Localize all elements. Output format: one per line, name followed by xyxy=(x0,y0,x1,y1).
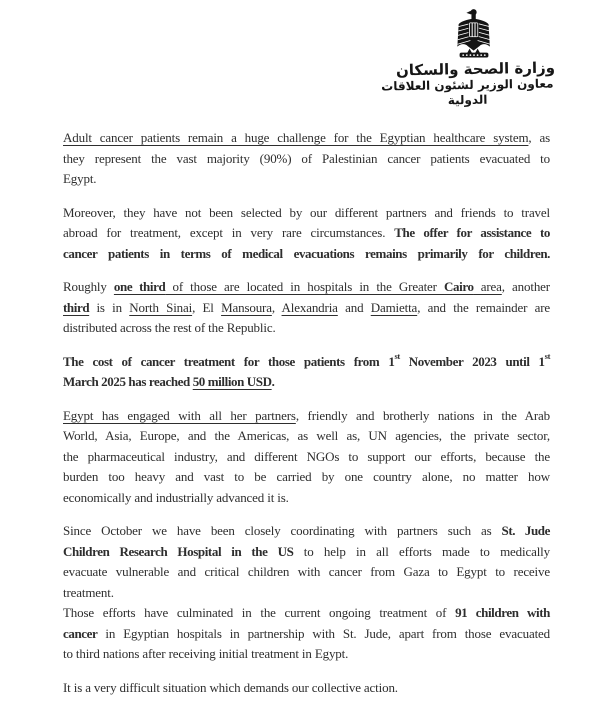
text-segment: Adult cancer patients remain a huge challenge for the Egyptian healthcare system xyxy=(63,130,529,145)
text-segment: in Egyptian hospitals in partnership with St. Jude, apart from those evacuated xyxy=(97,625,550,641)
text-segment: Cairo xyxy=(444,279,474,294)
text-line xyxy=(63,521,550,542)
text-line xyxy=(63,298,550,319)
text-segment: st xyxy=(544,351,550,362)
text-segment: burden too heavy and vast to be carried by one country alone, no matter how xyxy=(63,469,550,484)
text-segment: area xyxy=(473,279,502,294)
text-segment: Mansoura xyxy=(221,299,272,315)
text-line xyxy=(63,277,550,298)
text-line xyxy=(63,223,550,244)
para-closing-statement xyxy=(63,678,550,699)
text-segment: evacuate vulnerable and critical children with cancer from Gaza to Egypt to receive xyxy=(63,564,550,579)
text-line xyxy=(63,406,550,427)
text-line xyxy=(63,352,550,373)
text-line xyxy=(63,644,550,665)
text-segment: 91 children with xyxy=(455,605,550,620)
text-segment: , El xyxy=(192,299,222,315)
text-segment: they represent the vast majority (90%) of Palestinian cancer patients evacuated to xyxy=(63,150,550,166)
office-name-arabic: معاون الوزير لشئون العلاقات الدولية xyxy=(381,76,554,108)
text-line xyxy=(63,562,550,583)
text-line xyxy=(63,583,550,604)
text-segment: , xyxy=(271,299,282,315)
ministry-name-arabic: وزارة الصحة والسكان xyxy=(395,58,556,80)
text-segment: , and the remainder are xyxy=(417,299,550,315)
text-segment: Children Research Hospital in the US xyxy=(63,543,294,559)
letterhead xyxy=(380,8,555,108)
text-segment: of those are located in hospitals in the Greater xyxy=(165,279,445,294)
text-segment: cancer patients in terms of medical evacuations remains primarily for children. xyxy=(63,245,550,261)
text-segment: economically and industrially advanced it is. xyxy=(63,489,289,505)
text-segment: St. Jude xyxy=(501,523,551,538)
text-segment: , as xyxy=(528,130,550,145)
text-line xyxy=(63,169,550,190)
text-segment: The offer for assistance to xyxy=(394,225,550,240)
text-segment: third xyxy=(63,299,90,315)
text-segment: the pharmaceutical industry, and different NGOs to support our efforts, because the xyxy=(63,448,550,464)
text-segment: Alexandria xyxy=(281,299,338,315)
text-line xyxy=(63,542,550,563)
text-segment: to help in all efforts made to medically xyxy=(293,543,550,559)
text-segment: Damietta xyxy=(370,299,418,315)
text-segment: . xyxy=(271,374,275,389)
text-segment: and xyxy=(337,299,371,315)
para-patient-distribution xyxy=(63,277,550,339)
text-line xyxy=(63,467,550,488)
text-line xyxy=(63,203,550,224)
text-segment: Egypt has engaged with all her partners xyxy=(63,407,296,423)
text-segment: It is a very difficult situation which demands our collective action. xyxy=(63,679,398,695)
text-segment: North Sinai xyxy=(129,299,193,315)
document-body xyxy=(63,128,550,711)
egypt-coat-of-arms-icon xyxy=(454,8,494,58)
text-line xyxy=(63,488,550,509)
para-selection-policy xyxy=(63,203,550,265)
para-treatment-cost xyxy=(63,352,550,393)
text-segment: 50 million USD xyxy=(192,374,272,389)
para-st-jude-coordination xyxy=(63,521,550,665)
text-segment: Since October we have been closely coordinating with partners such as xyxy=(63,523,502,538)
text-segment: distributed across the rest of the Republic. xyxy=(63,320,276,335)
text-line xyxy=(63,128,550,149)
text-segment: Those efforts have culminated in the current ongoing treatment of xyxy=(63,605,456,620)
text-line xyxy=(63,244,550,265)
para-adult-patients xyxy=(63,128,550,190)
text-line xyxy=(63,447,550,468)
text-segment: World, Asia, Europe, and the Americas, as well as, UN agencies, the private sector, xyxy=(63,428,550,443)
text-segment: November 2023 until 1 xyxy=(399,353,545,369)
text-line xyxy=(63,624,550,645)
text-line xyxy=(63,149,550,170)
text-segment: March 2025 has reached xyxy=(63,374,193,389)
text-line xyxy=(63,372,550,393)
text-segment: is in xyxy=(89,299,130,315)
text-line xyxy=(63,603,550,624)
text-segment: The cost of cancer treatment for those patients from 1 xyxy=(63,353,395,369)
text-segment: Roughly xyxy=(63,279,114,294)
text-segment: one third xyxy=(113,279,166,294)
text-segment: cancer xyxy=(63,625,98,641)
text-segment: treatment. xyxy=(63,584,114,600)
text-segment: abroad for treatment, except in very rare circumstances. xyxy=(63,225,395,240)
text-line xyxy=(63,318,550,339)
text-segment: , friendly and brotherly nations in the Arab xyxy=(295,407,551,423)
text-segment: to third nations after receiving initial treatment in Egypt. xyxy=(63,646,349,661)
text-segment: Egypt. xyxy=(63,171,97,186)
text-line xyxy=(63,678,550,699)
text-line xyxy=(63,426,550,447)
para-partners-engagement xyxy=(63,406,550,509)
text-segment: , another xyxy=(501,279,550,294)
text-segment: st xyxy=(394,351,400,362)
text-segment: Moreover, they have not been selected by our different partners and friends to travel xyxy=(63,204,550,220)
